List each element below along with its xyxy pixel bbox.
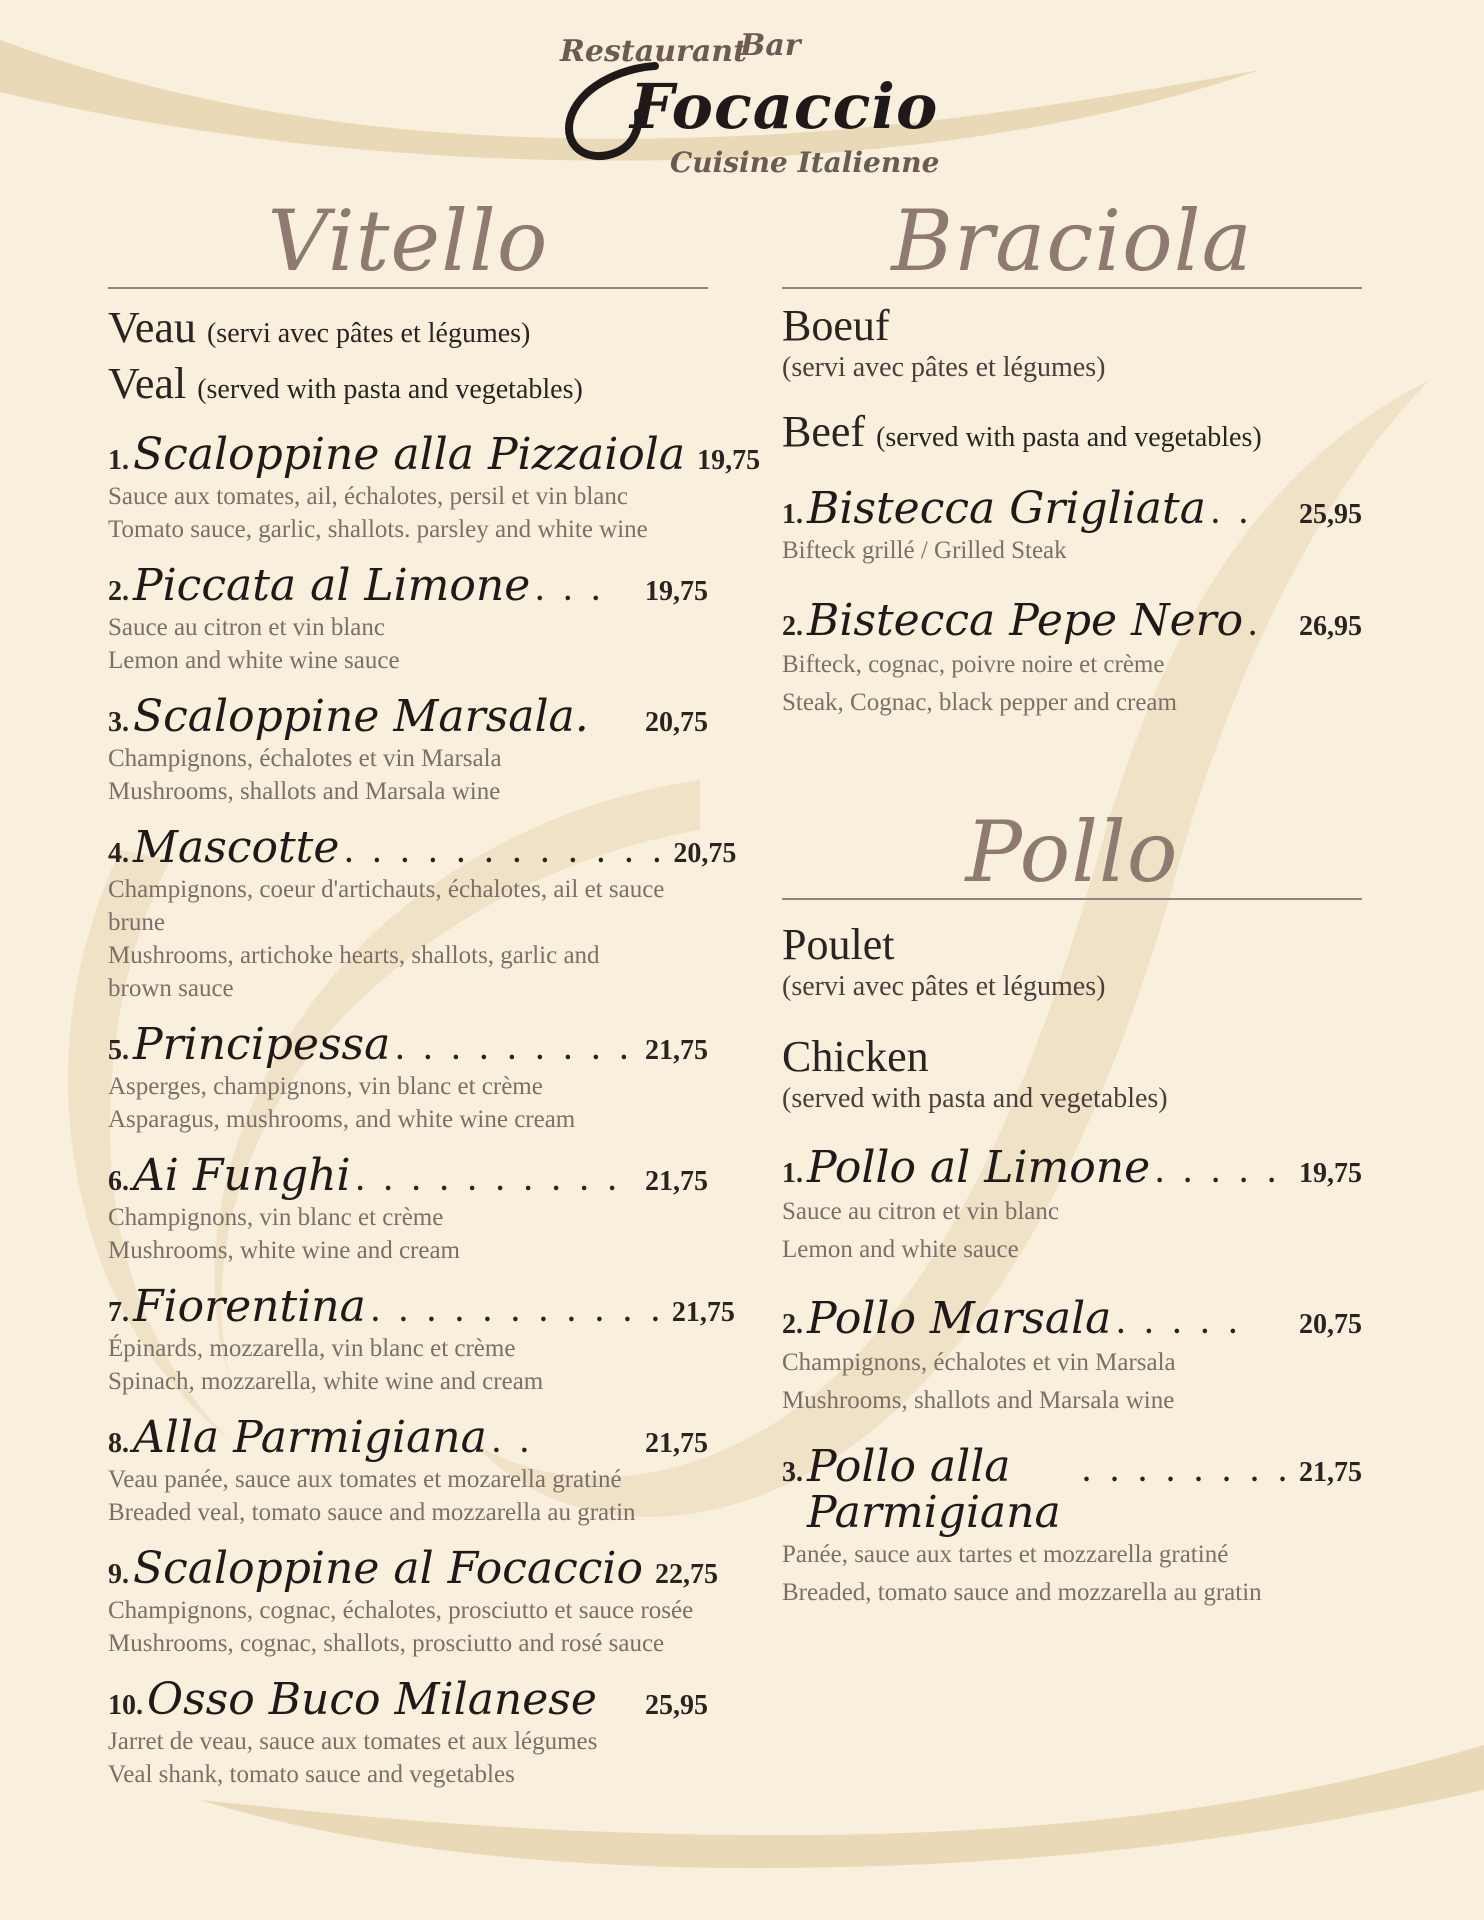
vitello-items <box>108 429 761 1791</box>
item-price: 21,75 <box>671 1297 735 1328</box>
item-price: 20,75 <box>1299 1309 1362 1340</box>
header-en-title: Chicken <box>782 1032 929 1081</box>
item-price: 21,75 <box>645 1166 708 1197</box>
item-name: Piccata al Limone <box>133 560 531 611</box>
menu-item <box>108 1150 708 1267</box>
item-price: 20,75 <box>673 838 737 869</box>
item-leader: . . . . . . . . <box>1083 1457 1293 1488</box>
item-price: 25,95 <box>1299 499 1362 530</box>
vitello-header <box>108 303 708 415</box>
item-name: Fiorentina <box>133 1281 366 1332</box>
item-desc-fr: Champignons, échalotes et vin Marsala <box>782 1349 1176 1376</box>
item-desc-en: Mushrooms, cognac, shallots, prosciutto and rosé sauce <box>108 1630 665 1657</box>
item-desc-en: Mushrooms, white wine and cream <box>108 1237 461 1264</box>
section-title-vitello: Vitello <box>267 192 549 290</box>
item-number: 3. <box>782 1457 803 1488</box>
header-en-note: (served with pasta and vegetables) <box>876 422 1262 453</box>
item-desc-fr: Sauce aux tomates, ail, échalotes, persil et vin blanc <box>108 483 628 510</box>
item-number: 10. <box>108 1690 143 1721</box>
item-desc-en: Spinach, mozzarella, white wine and cream <box>108 1368 544 1395</box>
braciola-section <box>782 192 1362 722</box>
item-price: 22,75 <box>654 1559 718 1590</box>
vitello-section <box>108 192 761 1791</box>
logo-bar-text: Bar <box>740 28 801 63</box>
item-leader: . . <box>1211 499 1254 530</box>
item-desc-fr: Sauce au citron et vin blanc <box>108 614 385 641</box>
item-name: Ai Funghi <box>133 1150 351 1201</box>
header-en-title: Veal <box>108 359 187 408</box>
item-desc-en: Breaded veal, tomato sauce and mozzarella au gratin <box>108 1499 636 1526</box>
menu-item <box>108 822 737 1005</box>
section-title-braciola: Braciola <box>891 192 1253 290</box>
item-desc-en: Mushrooms, shallots and Marsala wine <box>108 778 501 805</box>
item-leader: . <box>1249 611 1264 642</box>
pollo-header <box>782 920 1362 1116</box>
header-en-title: Beef <box>782 407 866 456</box>
item-desc-en: Mushrooms, artichoke hearts, shallots, garlic and brown sauce <box>108 942 600 1002</box>
item-price: 21,75 <box>645 1035 708 1066</box>
menu-item <box>108 560 708 677</box>
item-leader: . . . . . . . . . <box>396 1035 635 1066</box>
item-name: Scaloppine al Focaccio <box>133 1543 643 1594</box>
item-name: Bistecca Pepe Nero <box>807 595 1244 646</box>
item-price: 19,75 <box>697 445 761 476</box>
item-leader: . . . <box>536 576 607 607</box>
item-number: 9. <box>108 1559 129 1590</box>
item-desc-fr: Bifteck, cognac, poivre noire et crème <box>782 651 1165 678</box>
menu-item <box>782 1441 1362 1612</box>
item-desc-en: Mushrooms, shallots and Marsala wine <box>782 1387 1175 1414</box>
item-desc-fr: Panée, sauce aux tartes et mozzarella gratiné <box>782 1541 1229 1568</box>
item-name: Principessa <box>133 1019 391 1070</box>
item-name: Scaloppine alla Pizzaiola <box>133 429 686 480</box>
item-number: 6. <box>108 1166 129 1197</box>
item-price: 26,95 <box>1299 611 1362 642</box>
item-desc-fr: Champignons, cognac, échalotes, prosciutto et sauce rosée <box>108 1597 694 1624</box>
menu-item <box>108 429 761 546</box>
menu-item <box>782 1293 1362 1420</box>
header-fr-title: Boeuf <box>782 301 890 350</box>
item-name: Pollo al Limone <box>807 1142 1151 1193</box>
item-number: 2. <box>782 1309 803 1340</box>
item-desc-fr: Champignons, vin blanc et crème <box>108 1204 444 1231</box>
braciola-items <box>782 483 1362 722</box>
header-fr-note: (servi avec pâtes et légumes) <box>206 318 531 349</box>
item-desc-fr: Champignons, coeur d'artichauts, échalotes, ail et sauce brune <box>108 876 665 936</box>
item-price: 21,75 <box>645 1428 708 1459</box>
logo-name: Focaccio <box>630 70 939 143</box>
header-fr-title: Poulet <box>782 920 895 969</box>
menu-item <box>108 1412 708 1529</box>
restaurant-logo <box>540 28 940 198</box>
menu-item <box>782 483 1362 567</box>
item-name: Bistecca Grigliata <box>807 483 1206 534</box>
item-leader: . . . . . . . . . . . <box>371 1297 666 1328</box>
item-desc-en: Lemon and white sauce <box>782 1236 1019 1263</box>
item-desc: Bifteck grillé / Grilled Steak <box>782 537 1067 564</box>
header-fr-note: (servi avec pâtes et légumes) <box>782 352 1106 383</box>
item-leader: . . . . . <box>1156 1158 1283 1189</box>
logo-cuisine-text: Cuisine Italienne <box>670 146 940 179</box>
header-fr <box>108 303 708 359</box>
item-number: 5. <box>108 1035 129 1066</box>
item-number: 3. <box>108 707 129 738</box>
item-number: 4. <box>108 838 129 869</box>
menu-item <box>782 1142 1362 1269</box>
menu-item <box>108 691 708 808</box>
item-leader: . . . . . . . . . . . . <box>345 838 668 869</box>
item-number: 1. <box>782 1158 803 1189</box>
item-price: 21,75 <box>1299 1457 1362 1488</box>
pollo-items <box>782 1142 1362 1612</box>
header-en <box>108 359 708 415</box>
item-price: 25,95 <box>645 1690 708 1721</box>
item-desc-fr: Veau panée, sauce aux tomates et mozarella gratiné <box>108 1466 622 1493</box>
item-desc-en: Lemon and white wine sauce <box>108 647 400 674</box>
item-desc-fr: Jarret de veau, sauce aux tomates et aux légumes <box>108 1728 598 1755</box>
item-name: Alla Parmigiana <box>133 1412 487 1463</box>
section-title-pollo: Pollo <box>965 803 1179 901</box>
menu-item <box>108 1281 735 1398</box>
braciola-header <box>782 301 1362 463</box>
header-en-note: (served with pasta and vegetables) <box>782 1083 1168 1114</box>
item-name: Pollo alla Parmigiana <box>807 1441 1061 1538</box>
item-desc-en: Veal shank, tomato sauce and vegetables <box>108 1761 515 1788</box>
item-number: 7. <box>108 1297 129 1328</box>
item-price: 19,75 <box>645 576 708 607</box>
right-column <box>782 192 1362 1612</box>
item-desc-en: Asparagus, mushrooms, and white wine cream <box>108 1106 576 1133</box>
item-leader: . . . . . <box>1117 1309 1244 1340</box>
menu-item <box>108 1674 708 1791</box>
item-name: Osso Buco Milanese <box>147 1674 597 1725</box>
header-fr-title: Veau <box>108 303 196 352</box>
header-fr-note: (servi avec pâtes et légumes) <box>782 971 1106 1002</box>
item-number: 1. <box>782 499 803 530</box>
item-desc-en: Tomato sauce, garlic, shallots. parsley and white wine <box>108 516 648 543</box>
item-desc-en: Steak, Cognac, black pepper and cream <box>782 689 1177 716</box>
item-price: 19,75 <box>1299 1158 1362 1189</box>
item-number: 2. <box>782 611 803 642</box>
item-leader: . . . . . . . . . . <box>356 1166 623 1197</box>
header-en-note: (served with pasta and vegetables) <box>197 374 583 405</box>
item-leader: . . <box>492 1428 535 1459</box>
menu-item <box>782 595 1362 722</box>
header-en <box>782 407 1362 463</box>
item-number: 8. <box>108 1428 129 1459</box>
item-price: 20,75 <box>645 707 708 738</box>
item-desc-fr: Épinards, mozzarella, vin blanc et crème <box>108 1335 516 1362</box>
logo-restaurant-text: Restaurant <box>560 34 747 69</box>
item-name: Pollo Marsala <box>807 1293 1112 1344</box>
item-desc-fr: Champignons, échalotes et vin Marsala <box>108 745 502 772</box>
item-number: 1. <box>108 445 129 476</box>
item-name: Mascotte <box>133 822 340 873</box>
item-desc-fr: Sauce au citron et vin blanc <box>782 1198 1059 1225</box>
menu-item <box>108 1019 708 1136</box>
item-desc-fr: Asperges, champignons, vin blanc et crème <box>108 1073 543 1100</box>
item-number: 2. <box>108 576 129 607</box>
pollo-section <box>782 803 1362 1612</box>
item-desc-en: Breaded, tomato sauce and mozzarella au gratin <box>782 1579 1262 1606</box>
menu-item <box>108 1543 718 1660</box>
item-name: Scaloppine Marsala. <box>133 691 589 742</box>
